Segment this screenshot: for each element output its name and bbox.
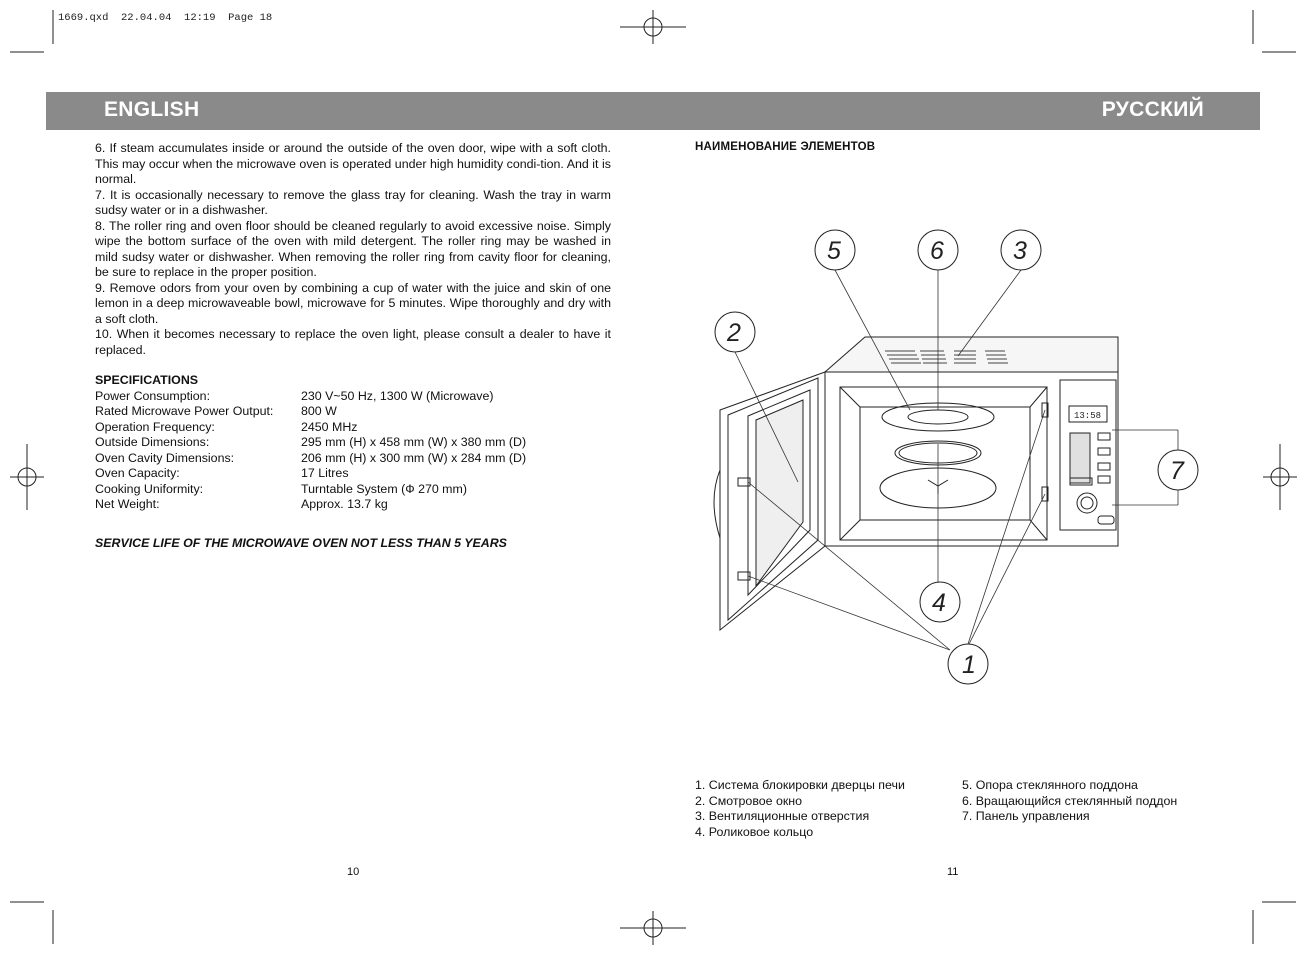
legend-item: 7. Панель управления [962, 809, 1090, 823]
spec-value: 2450 MHz [301, 419, 358, 434]
maintenance-paragraph-9: 9. Remove odors from your oven by combining a cup of water with the juice and skin of one lemon in a deep microwaveable bowl, microwave for 5 minutes. Wipe thoroughly and dry with a soft cloth. [95, 280, 611, 326]
legend-item: 6. Вращающийся стеклянный поддон [962, 793, 1178, 808]
spec-label: Oven Cavity Dimensions: [95, 450, 235, 465]
spec-value: 295 mm (H) x 458 mm (W) x 380 mm (D) [301, 435, 527, 449]
english-column [95, 141, 611, 551]
spec-label: Rated Microwave Power Output: [95, 404, 274, 418]
maintenance-paragraph-7: 7. It is occasionally necessary to remove the glass tray for cleaning. Wash the tray in warm sudsy water or in a dishwasher. [95, 187, 611, 217]
spec-row [95, 389, 611, 405]
callout-label: 4 [932, 589, 946, 617]
spec-row [95, 466, 611, 482]
legend-item: 2. Смотровое окно [695, 793, 803, 808]
maintenance-paragraph-6: 6. If steam accumulates inside or around the outside of the oven door, wipe with a soft cloth. This may occur when the microwave oven is operated under high humidity condi-tion. And it is normal. [95, 141, 611, 186]
spec-row [95, 482, 611, 498]
spec-value: Turntable System (Ф 270 mm) [301, 481, 467, 496]
legend-item: 1. Система блокировки дверцы печи [695, 778, 905, 792]
callout-label: 3 [1013, 237, 1027, 265]
banner-russian: РУССКИЙ [1101, 98, 1204, 121]
callout-label: 1 [962, 651, 976, 679]
callout-label: 2 [727, 319, 741, 347]
spec-value: Approx. 13.7 kg [301, 497, 388, 511]
spec-label: Power Consumption: [95, 388, 211, 403]
legend-item: 3. Вентиляционные отверстия [695, 809, 870, 823]
components-heading: НАИМЕНОВАНИЕ ЭЛЕМЕНТОВ [695, 141, 876, 153]
spec-value: 800 W [301, 404, 337, 418]
maintenance-paragraph-8: 8. The roller ring and oven floor should be cleaned regularly to avoid excessive noise. Simply wipe the bottom surface of the oven with mild detergent. The roller ring may be washed in mild sudsy water or dishwasher. When removing the roller ring from cavity floor for cleaning, be sure to replace in the proper position. [95, 218, 611, 279]
specifications-table [95, 389, 611, 513]
file-slug: 1669.qxd 22.04.04 12:19 Page 18 [58, 12, 273, 24]
spec-label: Outside Dimensions: [95, 435, 210, 449]
page-number-right: 11 [947, 866, 959, 878]
spec-value: 17 Litres [301, 466, 349, 480]
spec-value: 230 V~50 Hz, 1300 W (Microwave) [301, 388, 494, 403]
service-life-note: SERVICE LIFE OF THE MICROWAVE OVEN NOT LESS THAN 5 YEARS [95, 535, 507, 550]
spec-row [95, 420, 611, 436]
legend-list-left [695, 778, 905, 840]
spec-row [95, 497, 611, 513]
spec-label: Net Weight: [95, 497, 160, 511]
microwave-diagram [700, 220, 1240, 695]
specifications-heading: SPECIFICATIONS [95, 373, 199, 387]
callout-label: 7 [1170, 457, 1184, 485]
legend-item: 4. Роликовое кольцо [695, 824, 814, 839]
display-time-readout: 13:58 [1074, 411, 1102, 421]
spec-row [95, 404, 611, 420]
language-banner [46, 92, 1260, 130]
callout-label: 6 [930, 237, 944, 265]
spec-label: Cooking Uniformity: [95, 481, 204, 496]
spec-value: 206 mm (H) x 300 mm (W) x 284 mm (D) [301, 450, 527, 465]
spec-label: Oven Capacity: [95, 466, 180, 480]
maintenance-paragraph-10: 10. When it becomes necessary to replace the oven light, please consult a dealer to have it replaced. [95, 327, 611, 357]
page-number-left: 10 [347, 866, 360, 878]
legend-list-right [962, 778, 1177, 825]
legend-item: 5. Опора стеклянного поддона [962, 778, 1138, 792]
spec-row [95, 451, 611, 467]
callout-label: 5 [827, 237, 841, 265]
banner-english: ENGLISH [104, 98, 200, 121]
spec-label: Operation Frequency: [95, 419, 215, 434]
spec-row [95, 435, 611, 451]
